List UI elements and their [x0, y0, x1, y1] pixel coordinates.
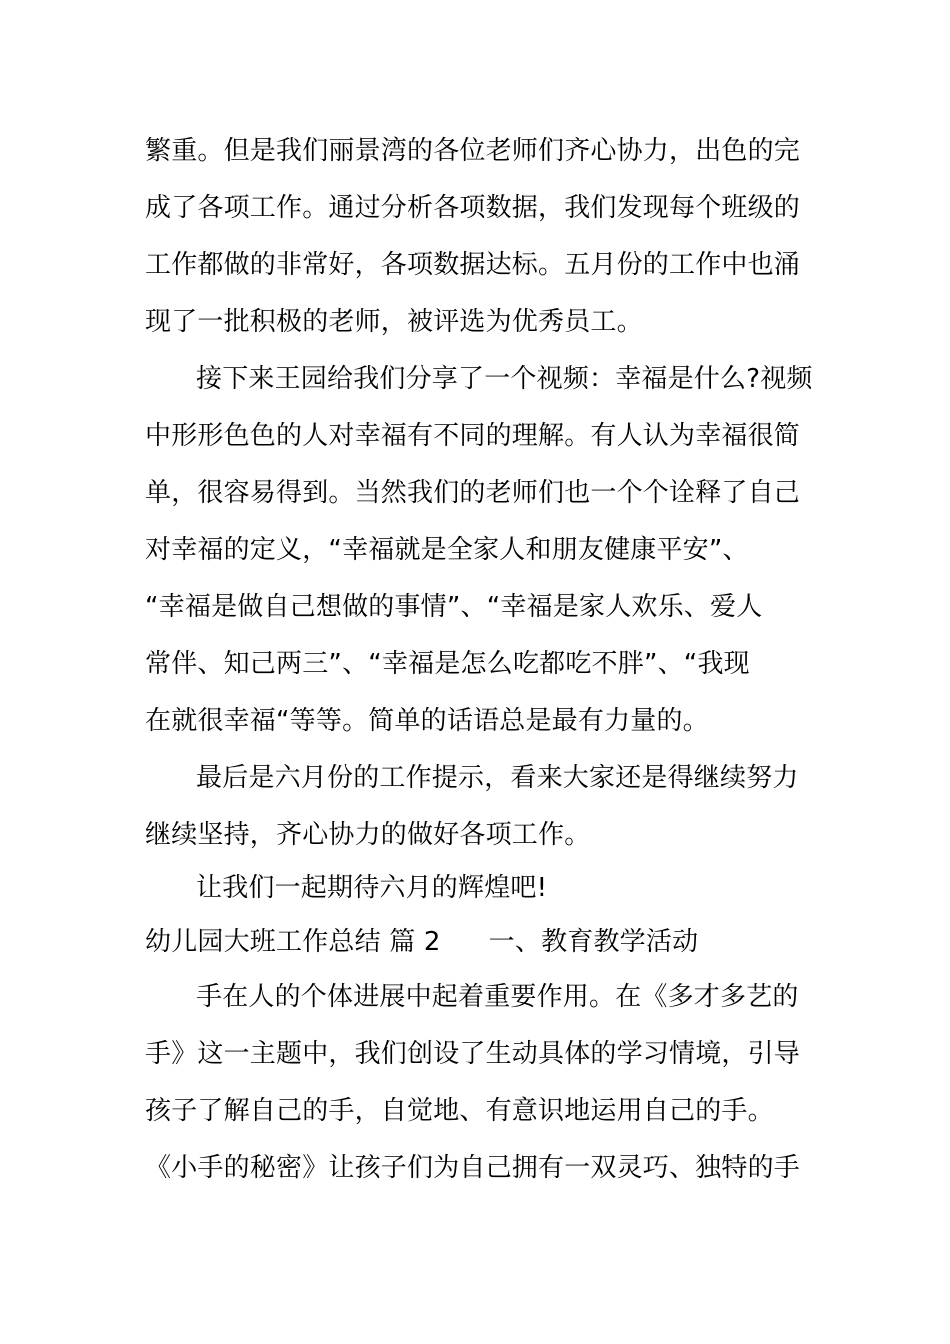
paragraph-5-line-3: 孩子了解自己的手，自觉地、有意识地运用自己的手。: [145, 1096, 774, 1126]
paragraph-2-line-4: 对幸福的定义，“幸福就是全家人和朋友健康平安”、: [145, 535, 749, 565]
paragraph-2-line-5: “幸福是做自己想做的事情”、“幸福是家人欢乐、爱人: [145, 592, 763, 622]
section-heading-title: 幼儿园大班工作总结 篇 2: [145, 927, 441, 957]
paragraph-1-line-3: 工作都做的非常好，各项数据达标。五月份的工作中也涌: [145, 250, 801, 280]
section-heading-subtitle: 一、教育教学活动: [488, 927, 699, 957]
section-heading: [145, 925, 698, 959]
paragraph-1-line-2: 成了各项工作。通过分析各项数据，我们发现每个班级的: [145, 193, 801, 223]
paragraph-2-line-2: 中形形色色的人对幸福有不同的理解。有人认为幸福很简: [145, 421, 801, 451]
paragraph-5-line-2: 手》这一主题中，我们创设了生动具体的学习情境，引导: [145, 1039, 801, 1069]
paragraph-4-line-1: 让我们一起期待六月的辉煌吧!: [196, 873, 548, 903]
paragraph-5-line-4: 《小手的秘密》让孩子们为自己拥有一双灵巧、独特的手: [145, 1153, 801, 1183]
paragraph-2-line-3: 单，很容易得到。当然我们的老师们也一个个诠释了自己: [145, 478, 801, 508]
paragraph-2-line-1: 接下来王园给我们分享了一个视频：幸福是什么?视频: [196, 364, 813, 394]
paragraph-3-line-1: 最后是六月份的工作提示，看来大家还是得继续努力: [196, 763, 799, 793]
paragraph-3-line-2: 继续坚持，齐心协力的做好各项工作。: [145, 820, 591, 850]
paragraph-5-line-1: 手在人的个体进展中起着重要作用。在《多才多艺的: [196, 982, 799, 1012]
paragraph-2-line-6: 常伴、知己两三”、“幸福是怎么吃都吃不胖”、“我现: [145, 649, 750, 679]
paragraph-1-line-4: 现了一批积极的老师，被评选为优秀员工。: [145, 307, 643, 337]
paragraph-2-line-7: 在就很幸福“等等。简单的话语总是最有力量的。: [145, 706, 709, 736]
paragraph-1-line-1: 繁重。但是我们丽景湾的各位老师们齐心协力，出色的完: [145, 136, 801, 166]
